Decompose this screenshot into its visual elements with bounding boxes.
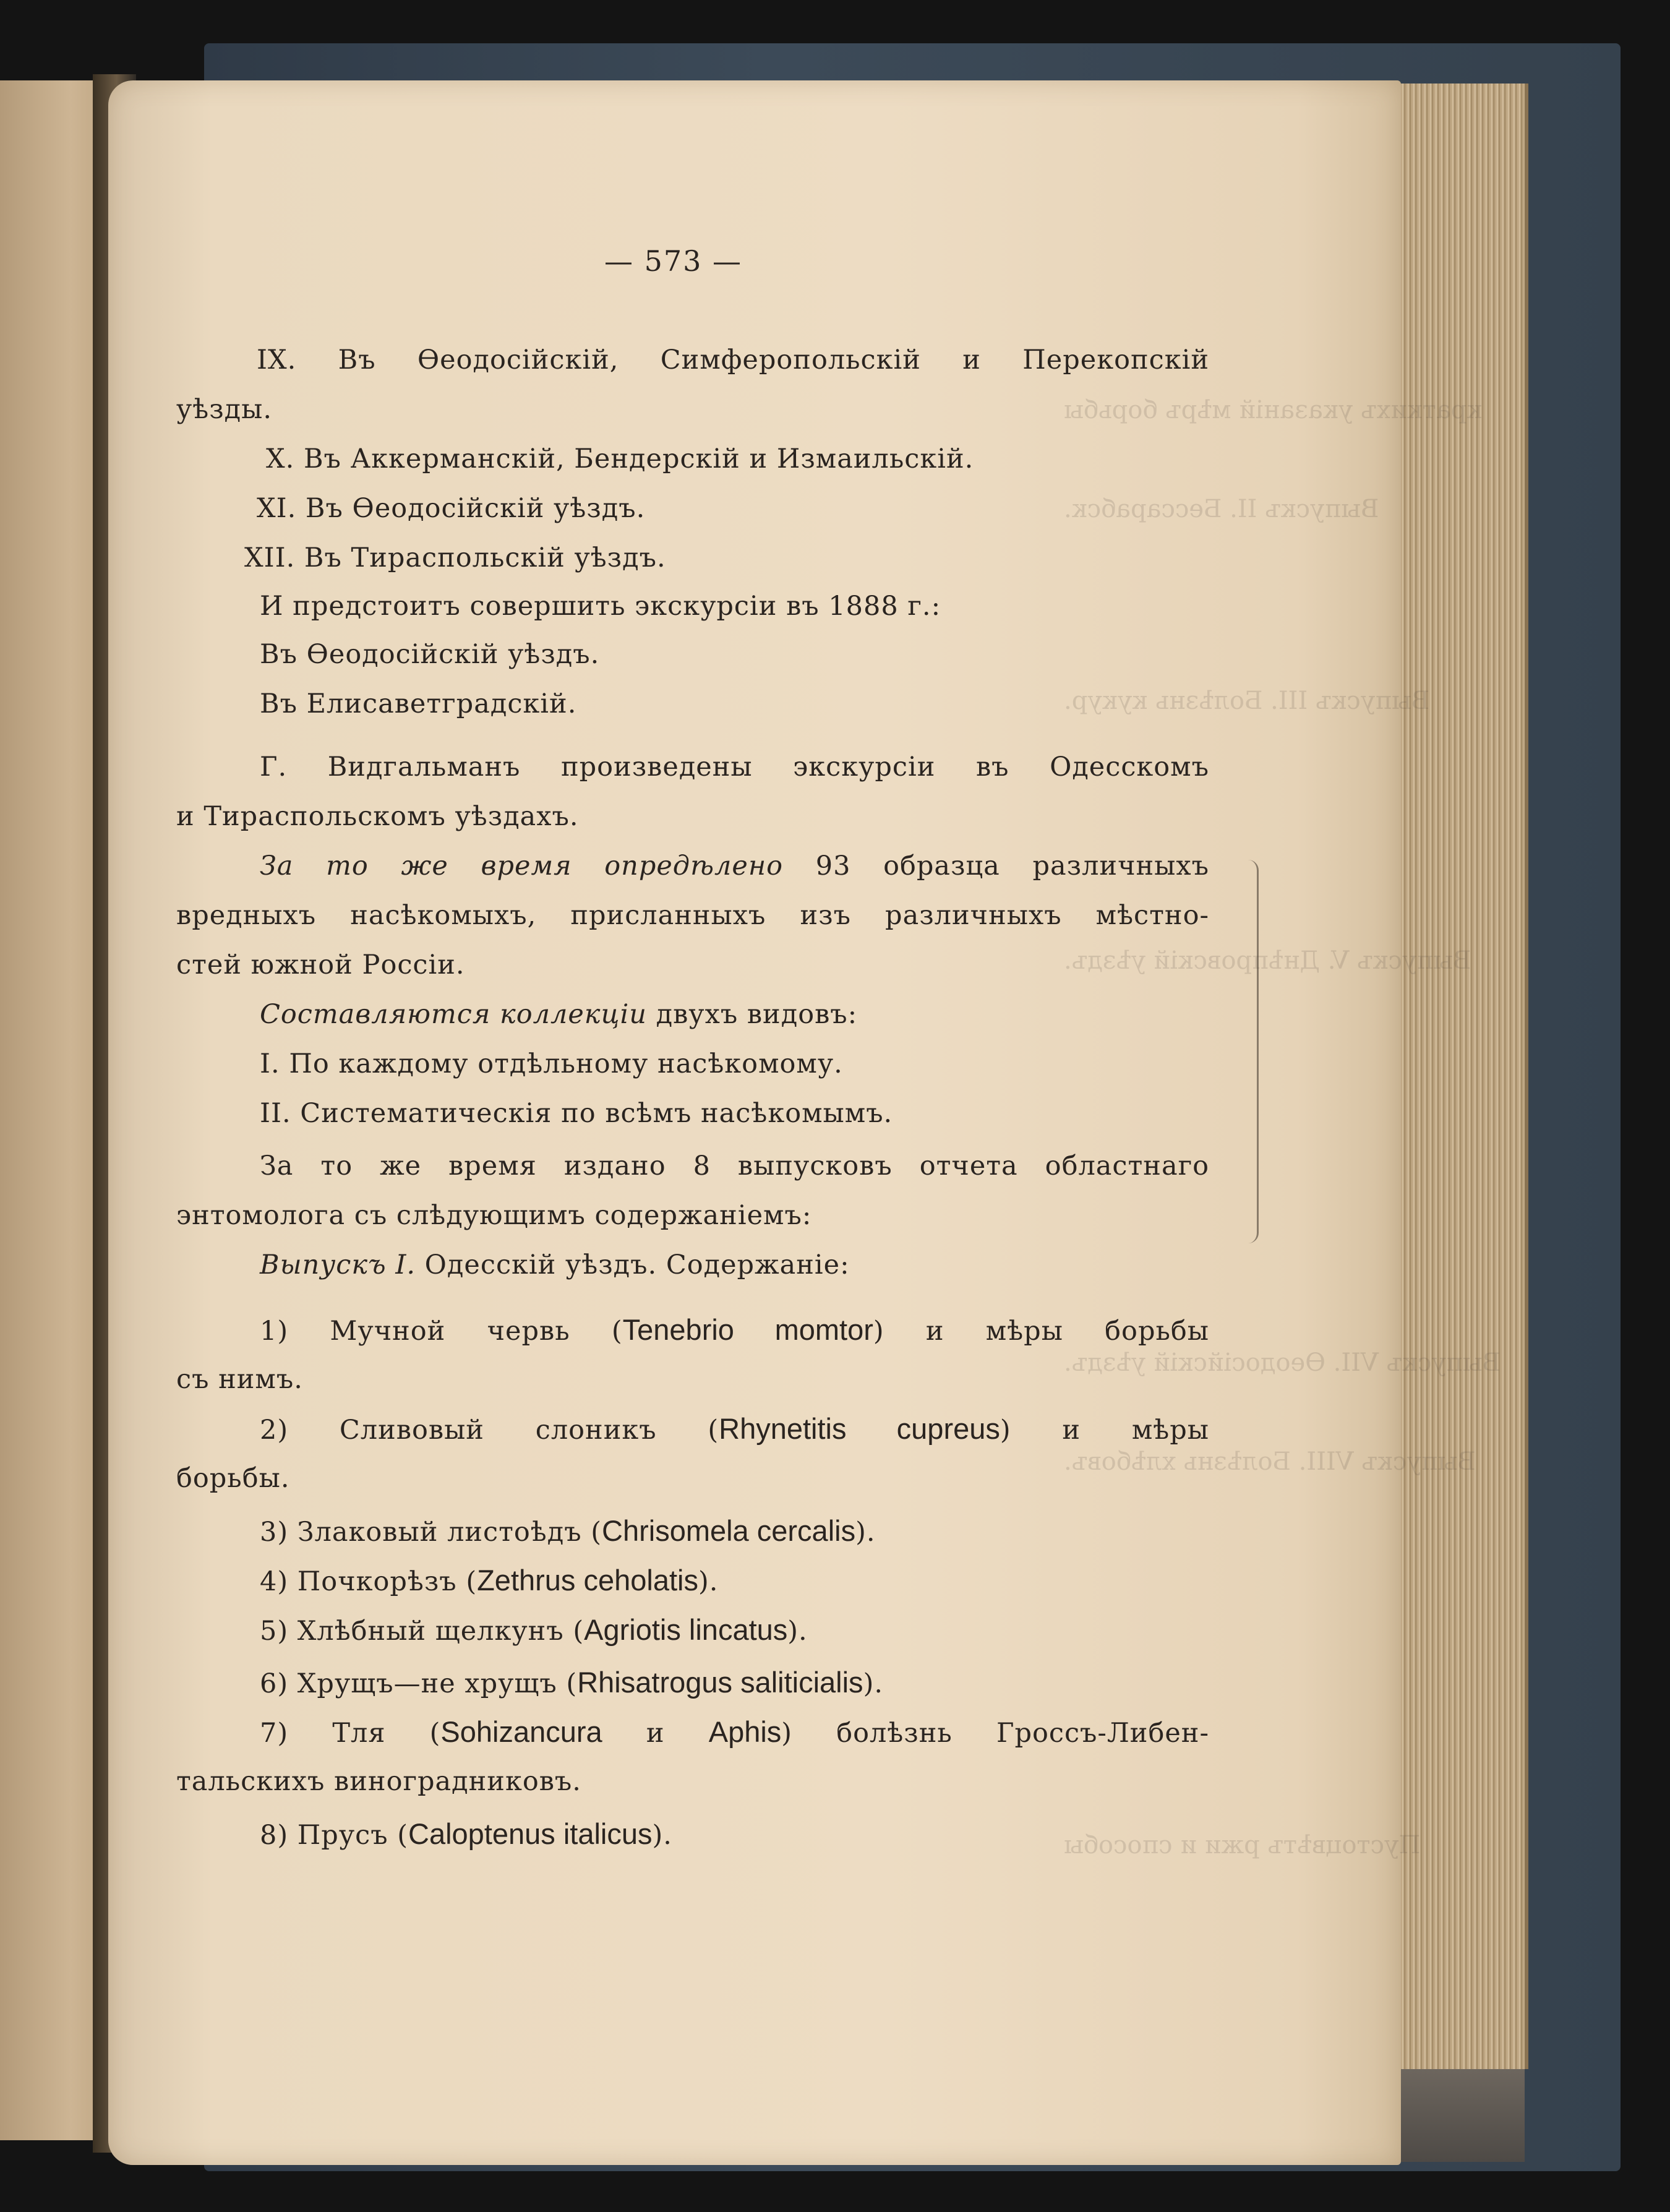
text-line: 6) Хрущъ—не хрущъ (Rhisatrogus saliticialis). [260, 1666, 884, 1699]
text-line: 4) Почкорѣзъ (Zethrus ceholatis). [260, 1564, 719, 1597]
text-line: 8) Прусъ (Caloptenus italicus). [260, 1817, 672, 1851]
text-line: XI. Въ Ѳеодосійскій уѣздъ. [257, 493, 646, 524]
bleed-through: Выпускъ V. Днѣпровскій уѣздъ. [1064, 946, 1471, 975]
cover-edge [1401, 2069, 1525, 2162]
bleed-through: Выпускъ VII. Ѳеодосійскій уѣздъ. [1064, 1348, 1501, 1377]
bleed-through: краткихъ указаній мѣръ борьбы [1064, 396, 1483, 424]
bleed-through: Пустоцвѣтъ ржи и способы [1064, 1831, 1421, 1859]
text-line: Составляются коллекціи двухъ видовъ: [260, 999, 858, 1030]
text-line: II. Систематическія по всѣмъ насѣкомымъ. [260, 1098, 893, 1129]
page-number: — 573 — [604, 244, 743, 278]
text-line: Въ Ѳеодосійскій уѣздъ. [260, 639, 600, 670]
text-line: съ нимъ. [176, 1364, 303, 1395]
text-line: стей южной Россіи. [176, 950, 465, 980]
bleed-through: Выпускъ II. Бессарабск. [1064, 495, 1379, 523]
text-line: За то же время издано 8 выпусковъ отчета областнаго [260, 1151, 1209, 1181]
text-line: вредныхъ насѣкомыхъ, присланныхъ изъ различныхъ мѣстно- [176, 900, 1209, 931]
bleed-through: Выпускъ VIII. Болѣзнь хлѣбовъ. [1064, 1447, 1476, 1476]
text-line: 3) Злаковый листоѣдъ (Chrisomela cercalis). [260, 1514, 876, 1548]
text-line: 2) Сливовый слоникъ (Rhynetitis cupreus) и мѣры [260, 1412, 1209, 1446]
text-line: уѣзды. [176, 394, 273, 425]
text-line: IX. Въ Ѳеодосійскій, Симферопольскій и Перекопскій [257, 345, 1209, 375]
margin-pencil-mark [1248, 860, 1259, 1243]
text-line: 7) Тля (Sohizancura и Aphis) болѣзнь Гроссъ-Либен- [260, 1715, 1209, 1749]
text-line: энтомолога съ слѣдующимъ содержаніемъ: [176, 1200, 812, 1231]
text-line: XII. Въ Тираспольскій уѣздъ. [244, 542, 666, 573]
bleed-through: Выпускъ III. Болѣзнь кукур. [1064, 687, 1430, 715]
text-line: Г. Видгальманъ произведены экскурсіи въ Одесскомъ [260, 752, 1209, 782]
text-line: борьбы. [176, 1463, 290, 1494]
text-line: Въ Елисаветградскій. [260, 688, 577, 719]
text-line: 1) Мучной червь (Tenebrio momtor) и мѣры борьбы [260, 1313, 1209, 1347]
text-line: За то же время опредѣлено 93 образца различныхъ [260, 851, 1209, 881]
text-line: Выпускъ I. Одесскій уѣздъ. Содержаніе: [260, 1250, 850, 1280]
text-line: и Тираспольскомъ уѣздахъ. [176, 801, 579, 832]
page-edges [1401, 84, 1528, 2069]
text-line: тальскихъ виноградниковъ. [176, 1766, 581, 1797]
text-line: X. Въ Аккерманскій, Бендерскій и Измаильскій. [266, 444, 974, 474]
text-line: 5) Хлѣбный щелкунъ (Agriotis lincatus). [260, 1613, 808, 1647]
text-line: I. По каждому отдѣльному насѣкомому. [260, 1048, 843, 1079]
text-line: И предстоитъ совершить экскурсіи въ 1888 г.: [260, 591, 941, 622]
